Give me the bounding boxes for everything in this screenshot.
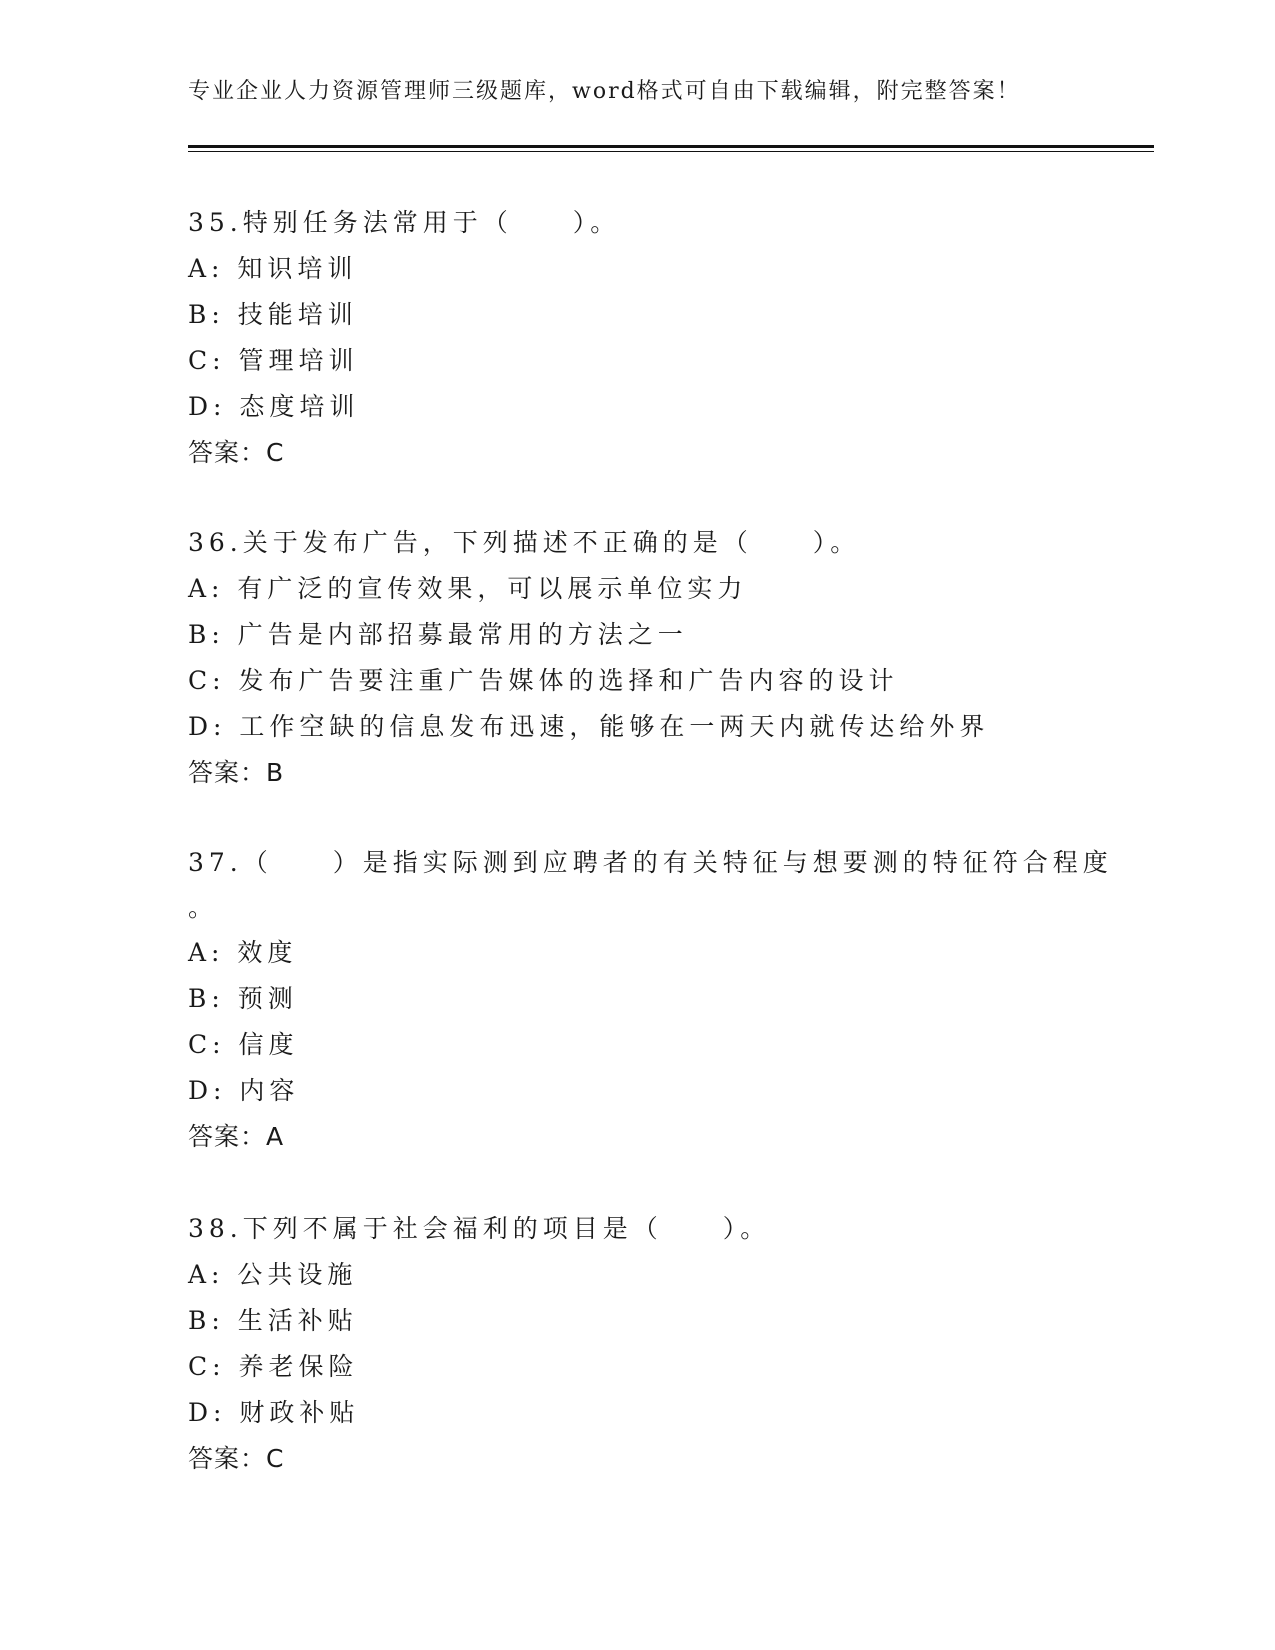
question-37 (188, 840, 1118, 1160)
option-a: A: 有广泛的宣传效果，可以展示单位实力 (188, 574, 748, 603)
question-stem: 38.下列不属于社会福利的项目是（ ）。 (188, 1214, 771, 1243)
option-c: C: 管理培训 (188, 346, 359, 375)
option-b: B: 生活补贴 (188, 1306, 358, 1335)
answer: 答案：C (188, 438, 285, 467)
option-c: C: 养老保险 (188, 1352, 359, 1381)
option-d: D: 财政补贴 (188, 1398, 360, 1427)
option-d: D: 态度培训 (188, 392, 360, 421)
answer: 答案：B (188, 758, 285, 787)
option-a: A: 知识培训 (188, 254, 358, 283)
option-b: B: 广告是内部招募最常用的方法之一 (188, 620, 688, 649)
option-a: A: 公共设施 (188, 1260, 358, 1289)
question-stem: 37.（ ）是指实际测到应聘者的有关特征与想要测的特征符合程度 (188, 848, 1113, 877)
option-a: A: 效度 (188, 938, 298, 967)
answer: 答案：A (188, 1122, 285, 1151)
option-d: D: 工作空缺的信息发布迅速，能够在一两天内就传达给外界 (188, 712, 990, 741)
header-rule-thin (188, 151, 1154, 152)
question-stem-tail: 。 (188, 893, 219, 922)
answer: 答案：C (188, 1444, 285, 1473)
option-b: B: 技能培训 (188, 300, 358, 329)
header-text: 专业企业人力资源管理师三级题库，word格式可自由下载编辑，附完整答案！ (188, 79, 1021, 104)
option-c: C: 发布广告要注重广告媒体的选择和广告内容的设计 (188, 666, 899, 695)
header-rule-thick (188, 145, 1154, 148)
question-35 (188, 200, 1118, 476)
question-36 (188, 520, 1118, 796)
question-stem: 36.关于发布广告，下列描述不正确的是（ ）。 (188, 528, 861, 557)
option-d: D: 内容 (188, 1076, 300, 1105)
option-b: B: 预测 (188, 984, 298, 1013)
question-stem: 35.特别任务法常用于（ ）。 (188, 208, 621, 237)
question-38 (188, 1206, 1118, 1482)
option-c: C: 信度 (188, 1030, 299, 1059)
